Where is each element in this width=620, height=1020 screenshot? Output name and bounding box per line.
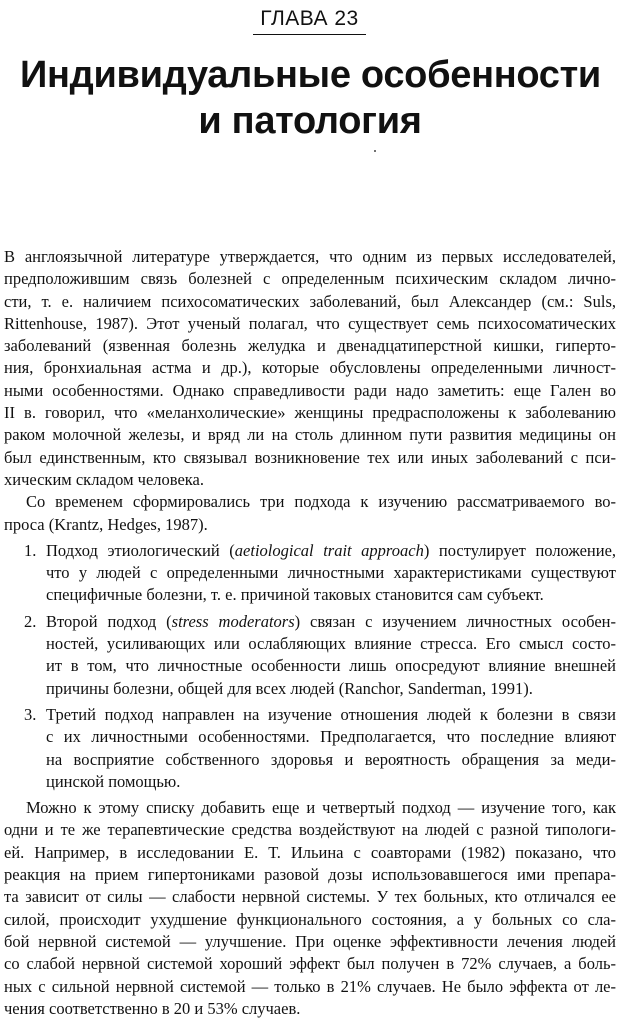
- text-line: раком молочной железы, и вряд ли на столь длинном пути развития медицины он: [4, 425, 616, 445]
- list-item: [4, 704, 616, 793]
- chapter-title-line-1: Индивидуальные особенности: [20, 54, 601, 96]
- text-line: Со временем сформировались три подхода к изучению рассматриваемого во-: [26, 492, 616, 512]
- list-number: 1.: [24, 540, 37, 560]
- chapter-body: [4, 246, 616, 1020]
- text-span: Подход этиологический (: [46, 540, 235, 560]
- text-line: [46, 611, 616, 633]
- text-line: ными особенностями. Однако справедливости ради надо заметить: еще Гален во: [4, 380, 616, 400]
- text-span: Второй подход (: [46, 611, 172, 631]
- text-line: II в. говорил, что «меланхолические» женщины предрасположены к заболеванию: [4, 403, 616, 423]
- text-line: Можно к этому списку добавить еще и четвертый подход — изучение того, как: [26, 798, 616, 818]
- text-line: В англоязычной литературе утверждается, что одним из первых исследователей,: [4, 247, 616, 266]
- text-line: та зависит от силы — слабости нервной системы. У тех больных, кто отличался ее: [4, 887, 616, 907]
- text-line: цинской помощью.: [46, 771, 181, 791]
- text-line: чения соответственно в 20 и 53% случаев.: [4, 998, 301, 1018]
- text-span: ) постулирует положение,: [423, 540, 617, 560]
- text-line: специфичные болезни, т. е. причиной таковых становится сам субъект.: [46, 585, 544, 605]
- chapter-title: [20, 52, 600, 144]
- text-line: ния, бронхиальная астма и др.), которые обусловлены определенными личност-: [4, 358, 616, 378]
- text-line: с их личностными особенностями. Предполагается, что последние влияют: [46, 727, 616, 747]
- text-line: хическим складом человека.: [4, 469, 204, 489]
- paragraph-approaches: [4, 491, 616, 536]
- text-line: что у людей с определенными личностными характеристиками существуют: [46, 563, 616, 583]
- chapter-number: ГЛАВА 23: [260, 7, 359, 30]
- paragraph-intro: [4, 246, 616, 491]
- term-italic: aetiological trait approach: [234, 540, 424, 560]
- text-line: ностей, усиливающих или ослабляющих влияние стресса. Его смысл состо-: [46, 634, 616, 654]
- text-line: был единственным, кто связывал возникновение тех или иных заболеваний с пси-: [4, 447, 616, 467]
- text-line: со слабой нервной системой хороший эффект был получен в 72% случаев, а боль-: [4, 954, 616, 974]
- text-line: ит в том, что личностные особенности лишь опосредуют влияние внешней: [46, 656, 616, 676]
- text-line: силой, происходит ухудшение функционального состояния, а у больных со сла-: [4, 909, 616, 929]
- approaches-list: [4, 540, 616, 793]
- text-line: Rittenhouse, 1987). Этот ученый полагал, что существует семь психосоматических: [4, 313, 616, 333]
- text-line: одни и те же терапевтические средства воздействуют на людей с разной типологи-: [4, 820, 616, 840]
- term-italic: stress moderators: [171, 611, 295, 631]
- list-item: [4, 611, 616, 700]
- text-line: ных с сильной нервной системой — только в 21% случаев. Не было эффекта от ле-: [4, 976, 616, 996]
- chapter-title-line-2: и патология: [198, 100, 422, 142]
- text-line: заболеваний (язвенная болезнь желудка и двенадцатиперстной кишки, гиперто-: [4, 336, 616, 356]
- text-line: реакция на прием гипертониками разовой дозы использовавшегося ими препара-: [4, 865, 616, 885]
- text-line: проса (Krantz, Hedges, 1987).: [4, 514, 208, 534]
- text-line: сти, т. е. наличием психосоматических заболеваний, был Александер (см.: Suls,: [4, 291, 616, 311]
- list-item: [4, 540, 616, 607]
- chapter-underline: [253, 34, 366, 35]
- text-line: на восприятие собственного здоровья и вероятность обращения за меди-: [46, 749, 616, 769]
- text-line: [46, 540, 616, 562]
- paragraph-fourth-approach: [4, 797, 616, 1020]
- text-line: причины болезни, общей для всех людей (Ranchor, Sanderman, 1991).: [46, 678, 533, 698]
- text-line: Третий подход направлен на изучение отношения людей к болезни в связи: [46, 704, 616, 724]
- text-line: ей. Например, в исследовании Е. Т. Ильина с соавторами (1982) показано, что: [4, 842, 616, 862]
- print-speck: [374, 150, 376, 152]
- list-number: 2.: [24, 611, 37, 631]
- list-number: 3.: [24, 704, 37, 724]
- text-span: ) связан с изучением личностных особен-: [294, 611, 616, 631]
- text-line: бой нервной системой — улучшение. При оценке эффективности лечения людей: [4, 931, 616, 951]
- text-line: предположившим связь болезней с определенным психическим складом лично-: [4, 269, 616, 289]
